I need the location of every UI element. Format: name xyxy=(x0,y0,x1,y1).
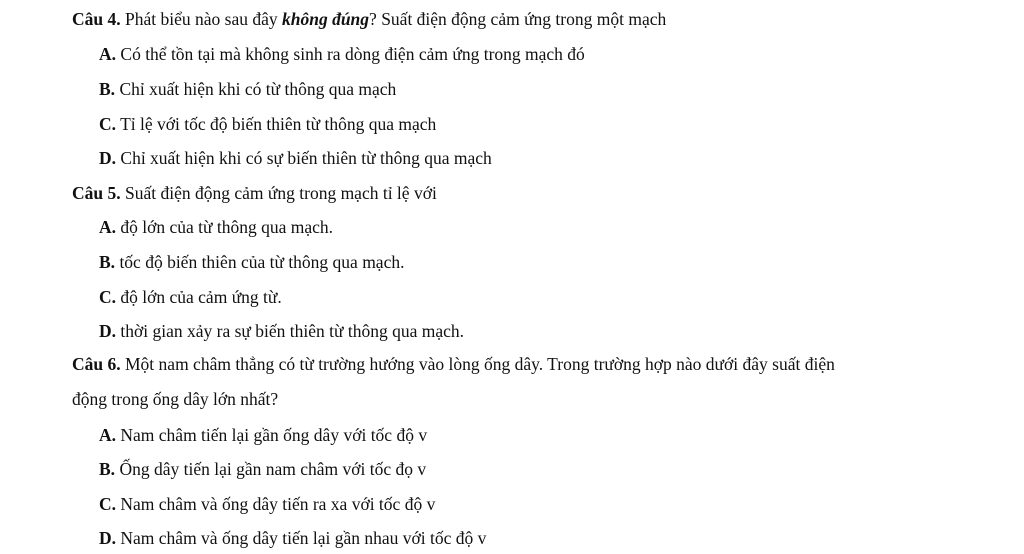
question-5-stem xyxy=(72,182,437,204)
option-letter: C. xyxy=(99,287,117,307)
option-letter: C. xyxy=(99,494,117,514)
option-text: Chỉ xuất hiện khi có từ thông qua mạch xyxy=(115,79,397,99)
question-4-label: Câu 4. xyxy=(72,9,121,29)
question-6-text-continued: động trong ống dây lớn nhất? xyxy=(72,389,279,409)
question-6-option-b xyxy=(99,458,426,480)
question-4-option-b xyxy=(99,78,396,100)
option-text: Nam châm tiến lại gần ống dây với tốc độ v xyxy=(116,425,428,445)
option-letter: D. xyxy=(99,528,117,548)
question-4-option-c xyxy=(99,113,436,135)
question-6-option-d xyxy=(99,527,486,549)
option-text: Chỉ xuất hiện khi có sự biến thiên từ thông qua mạch xyxy=(116,148,492,168)
option-text: thời gian xảy ra sự biến thiên từ thông qua mạch. xyxy=(116,321,465,341)
question-4-option-a xyxy=(99,43,585,65)
question-5-option-c xyxy=(99,286,282,308)
question-5-label: Câu 5. xyxy=(72,183,121,203)
option-letter: D. xyxy=(99,148,117,168)
option-text: Tỉ lệ với tốc độ biến thiên từ thông qua mạch xyxy=(116,114,437,134)
question-4-stem xyxy=(72,8,666,30)
option-letter: B. xyxy=(99,459,116,479)
option-text: Nam châm và ống dây tiến ra xa với tốc độ v xyxy=(116,494,436,514)
option-letter: A. xyxy=(99,425,117,445)
question-5-option-d xyxy=(99,320,464,342)
question-5-option-a xyxy=(99,216,333,238)
question-5-text: Suất điện động cảm ứng trong mạch tỉ lệ với xyxy=(120,183,437,203)
option-letter: C. xyxy=(99,114,117,134)
option-text: độ lớn của cảm ứng từ. xyxy=(116,287,282,307)
question-4-text-after: ? Suất điện động cảm ứng trong một mạch xyxy=(369,9,667,29)
option-text: Ống dây tiến lại gần nam châm với tốc đọ v xyxy=(115,459,427,479)
question-6-stem-line-1 xyxy=(72,353,835,375)
question-4-option-d xyxy=(99,147,492,169)
question-6-label: Câu 6. xyxy=(72,354,121,374)
option-letter: B. xyxy=(99,252,116,272)
question-6-option-c xyxy=(99,493,435,515)
option-text: độ lớn của từ thông qua mạch. xyxy=(116,217,334,237)
question-5-option-b xyxy=(99,251,404,273)
option-letter: A. xyxy=(99,217,117,237)
option-text: tốc độ biến thiên của từ thông qua mạch. xyxy=(115,252,405,272)
option-letter: B. xyxy=(99,79,116,99)
option-letter: D. xyxy=(99,321,117,341)
option-text: Có thể tồn tại mà không sinh ra dòng điện cảm ứng trong mạch đó xyxy=(116,44,585,64)
question-6-text: Một nam châm thẳng có từ trường hướng vào lòng ống dây. Trong trường hợp nào dưới đây suất điện xyxy=(120,354,835,374)
option-text: Nam châm và ống dây tiến lại gần nhau với tốc độ v xyxy=(116,528,487,548)
question-6-stem-line-2 xyxy=(72,388,278,410)
question-6-option-a xyxy=(99,424,427,446)
option-letter: A. xyxy=(99,44,117,64)
question-4-text-before: Phát biểu nào sau đây xyxy=(120,9,282,29)
question-4-emphasis: không đúng xyxy=(281,9,370,29)
